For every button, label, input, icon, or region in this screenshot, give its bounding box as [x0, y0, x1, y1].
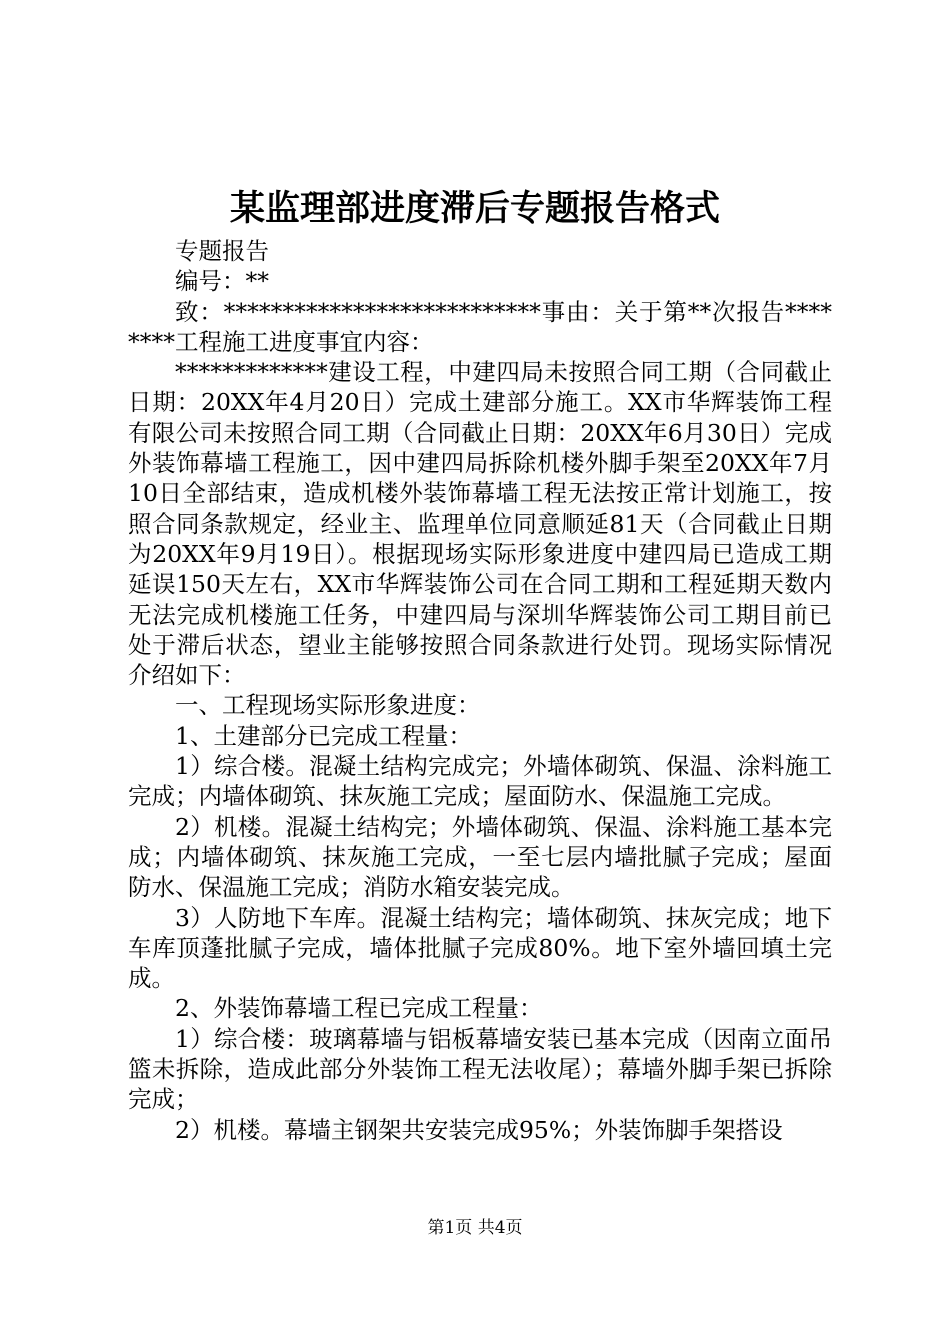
document-body: [128, 236, 832, 1145]
paragraph-curtain-machine-building: 2）机楼。幕墙主钢架共安装完成95%；外装饰脚手架搭设: [175, 1115, 783, 1144]
paragraph-report-number: 编号：**: [175, 267, 269, 296]
paragraph-recipient-subject: 致：***************************事由：关于第**次报告********工程施工进度事宜内容：: [128, 297, 832, 356]
paragraph-underground-garage: 3）人防地下车库。混凝土结构完；墙体砌筑、抹灰完成；地下车库顶蓬批腻子完成，墙体批腻子完成80%。地下室外墙回填土完成。: [128, 903, 832, 993]
paragraph-main-content: *************建设工程，中建四局未按照合同工期（合同截止日期：20XX年4月20日）完成土建部分施工。XX市华辉装饰工程有限公司未按照合同工期（合同截止日期：20XX年6月30日）完成外装饰幕墙工程施工，因中建四局拆除机楼外脚手架至20XX年7月10日全部结束，造成机楼外装饰幕墙工程无法按正常计划施工，按照合同条款规定，经业主、监理单位同意顺延81天（合同截止日期为20XX年9月19日）。根据现场实际形象进度中建四局已造成工期延误150天左右，XX市华辉装饰公司在合同工期和工程延期天数内无法完成机楼施工任务，中建四局与深圳华辉装饰公司工期目前已处于滞后状态，望业主能够按照合同条款进行处罚。现场实际情况介绍如下：: [128, 358, 832, 690]
paragraph-report-type: 专题报告: [175, 237, 269, 265]
page-footer: 第1页 共4页: [427, 1218, 523, 1238]
document-title: 某监理部进度滞后专题报告格式: [229, 188, 720, 229]
subsection-heading-curtain-wall: 2、外装饰幕墙工程已完成工程量：: [175, 994, 543, 1023]
subsection-heading-civil: 1、土建部分已完成工程量：: [175, 721, 472, 750]
section-heading-progress: 一、工程现场实际形象进度：: [175, 691, 481, 720]
paragraph-machine-building: 2）机楼。混凝土结构完；外墙体砌筑、保温、涂料施工基本完成；内墙体砌筑、抹灰施工完成，一至七层内墙批腻子完成；屋面防水、保温施工完成；消防水箱安装完成。: [128, 812, 832, 902]
paragraph-curtain-complex-building: 1）综合楼：玻璃幕墙与铝板幕墙安装已基本完成（因南立面吊篮未拆除，造成此部分外装饰工程无法收尾）；幕墙外脚手架已拆除完成；: [128, 1024, 832, 1114]
paragraph-complex-building: 1）综合楼。混凝土结构完成完；外墙体砌筑、保温、涂料施工完成；内墙体砌筑、抹灰施工完成；屋面防水、保温施工完成。: [128, 752, 832, 811]
